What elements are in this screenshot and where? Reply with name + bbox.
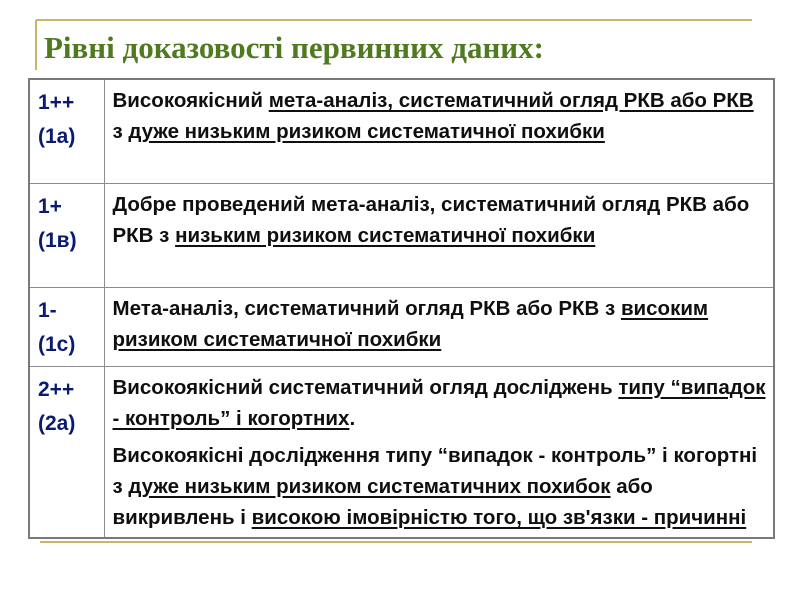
description-emphasis: типу “випадок - контроль” і когортних [112, 376, 766, 430]
description-emphasis: високою імовірністю того, що зв'язки - причинні [251, 506, 747, 529]
level-cell [29, 79, 104, 184]
description-text: Високоякісні дослідження типу “випадок - контроль” і когортні з [112, 444, 758, 498]
level-code: 2++ [38, 378, 75, 401]
description-text: Високоякісний систематичний огляд досліджень [112, 376, 619, 399]
level-alt-code: (1a) [38, 125, 76, 148]
description-paragraph [113, 372, 768, 434]
evidence-levels-table [28, 78, 775, 539]
level-alt-code: (1в) [38, 229, 77, 252]
level-alt-code: (1с) [38, 333, 76, 356]
description-text: Мета-аналіз, систематичний огляд РКВ або РКВ з [112, 297, 621, 320]
description-cell [104, 288, 774, 367]
level-alt-code: (2а) [38, 412, 76, 435]
description-text: Високоякісний [112, 89, 269, 112]
table-row [29, 288, 774, 367]
table-row [29, 184, 774, 288]
description-text: або викривлень і [112, 475, 653, 529]
description-emphasis: дуже низьким ризиком систематичних похибок [128, 475, 611, 498]
description-text: . [349, 407, 356, 430]
table-row [29, 367, 774, 539]
level-code: 1++ [38, 91, 75, 114]
description-emphasis: мета-аналіз, систематичний огляд РКВ або РКВ [268, 89, 754, 112]
description-emphasis: низьким ризиком систематичної похибки [175, 224, 596, 247]
description-paragraph [113, 440, 768, 533]
level-code: 1- [38, 299, 57, 322]
description-emphasis: високим ризиком систематичної похибки [112, 297, 709, 351]
description-cell [104, 184, 774, 288]
description-emphasis: дуже низьким ризиком систематичної похибки [128, 120, 605, 143]
description-text: Добре проведений мета-аналіз, систематичний огляд РКВ або РКВ з [112, 193, 750, 247]
table-row [29, 79, 774, 184]
description-text: з [112, 120, 129, 143]
level-code: 1+ [38, 195, 62, 218]
level-cell [29, 288, 104, 367]
slide-title: Рівні доказовості первинних даних: [44, 30, 544, 65]
description-cell [104, 367, 774, 539]
level-cell [29, 367, 104, 539]
description-cell [104, 79, 774, 184]
level-cell [29, 184, 104, 288]
